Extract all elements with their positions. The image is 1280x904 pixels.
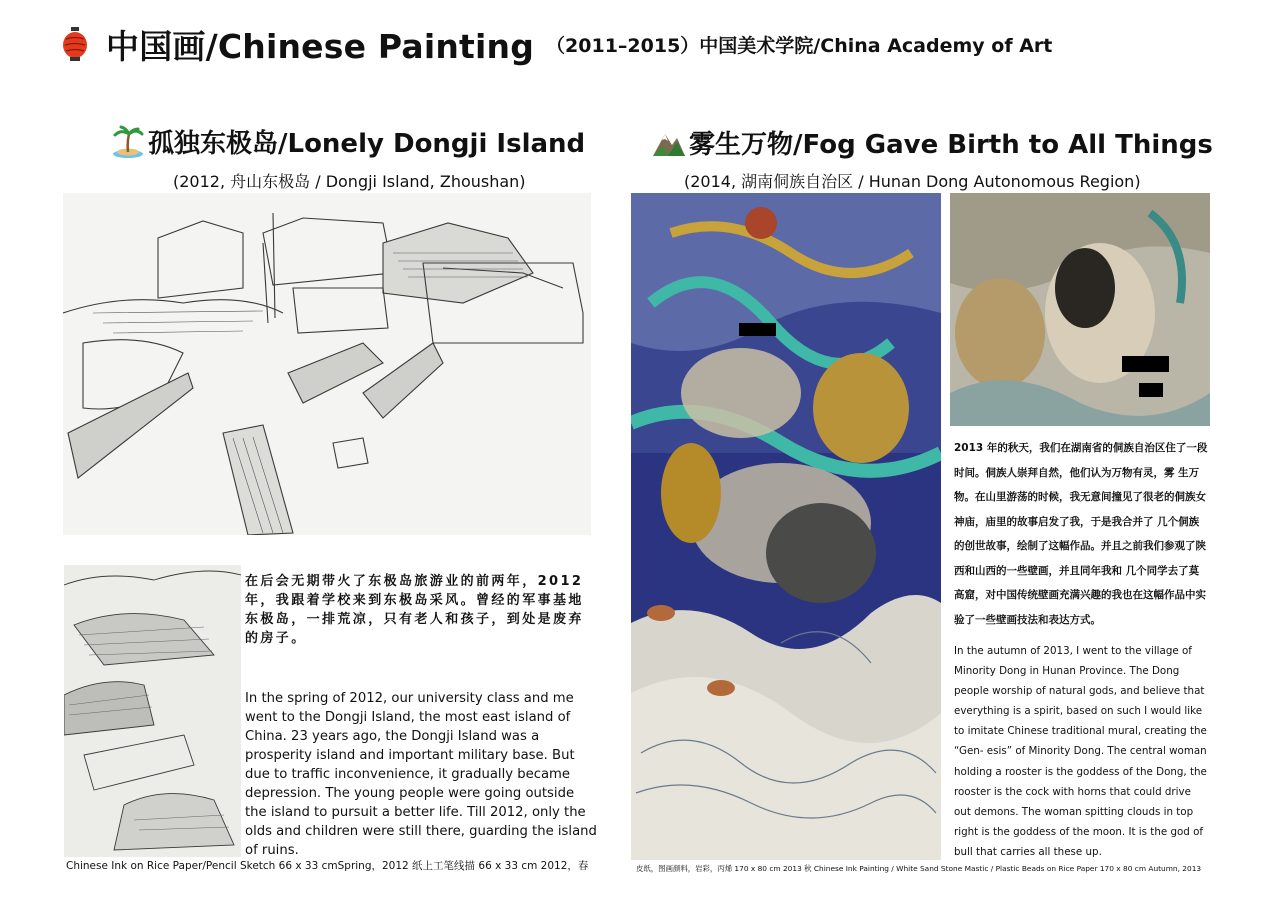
left-text-cn: 在后会无期带火了东极岛旅游业的前两年，2012年，我跟着学校来到东极岛采风。曾经的军事基地东极岛，一排荒凉，只有老人和孩子，到处是废弃的房子。 [245,574,584,646]
censor-bar [739,323,776,336]
left-title-text: 孤独东极岛/Lonely Dongji Island [148,129,586,159]
left-text-en: In the spring of 2012, our university class and me went to the Dongji Island, the most east island of China. 23 years ago, the Dongji Island was a prosperity island and important military base. But due to traffic inconvenience, it gradually became depression. The young people were going outside the island to pursuit a better life. Till 2012, only the olds and children were still there, guarding the island of ruins. [245,691,597,858]
fog-painting-detail [950,193,1210,426]
right-title-text: 雾生万物/Fog Gave Birth to All Things [689,130,1213,160]
left-section-title [112,123,585,160]
fog-painting-full [631,193,941,860]
left-section-subtitle: (2012, 舟山东极岛 / Dongji Island, Zhoushan) [173,172,526,191]
page-subtitle: （2011–2015）中国美术学院/China Academy of Art [546,34,1053,57]
right-caption: 皮纸，图画颜料，岩彩，丙烯 170 x 80 cm 2013 秋 Chinese Ink Painting / White Sand Stone Mastic / Plastic Beads on Rice Paper 170 x 80 cm Autumn, 2013 [636,864,1202,873]
island-icon [112,125,144,159]
island-pencil-sketch [64,565,241,857]
censor-bar [1139,383,1163,397]
right-text-cn: 2013 年的秋天，我们在湖南省的侗族自治区住了一段时间。侗族人崇拜自然，他们认为万物有灵，雾 生万物。在山里游荡的时候，我无意间撞见了很老的侗族女神庙，庙里的故事启发了我，于是我合并了 几个侗族的创世故事，绘制了这幅作品。并且之前我们参观了陕西和山西的一些壁画，并且同年我和 几个同学去了莫高窟，对中国传统壁画充满兴趣的我也在这幅作品中实验了一些壁画技法和表达方式。 [954,442,1208,626]
right-text-en: In the autumn of 2013, I went to the village of Minority Dong in Hunan Province. The Dong people worship of natural gods, and believe that everything is a spirit, based on such I would like to imitate Chinese traditional mural, creating the “Gen- esis” of Minority Dong. The central woman holding a rooster is the goddess of the Dong, the rooster is the cock with horns that could drive out demons. The woman spitting clouds in top right is the goddess of the moon. It is the god of bull that carries all these up. [954,645,1207,858]
mountain-icon [652,128,686,158]
left-caption: Chinese Ink on Rice Paper/Pencil Sketch 66 x 33 cmSpring，2012 纸上工笔线描 66 x 33 cm 2012，春 [66,860,589,872]
page-header [62,20,1052,68]
censor-bar [1122,356,1169,372]
page-title: 中国画/Chinese Painting [106,26,535,66]
dongji-island-sketch [63,193,591,535]
right-section-subtitle: (2014, 湖南侗族自治区 / Hunan Dong Autonomous Region) [684,172,1141,191]
right-section-title [652,124,1213,161]
lantern-icon [62,27,88,61]
